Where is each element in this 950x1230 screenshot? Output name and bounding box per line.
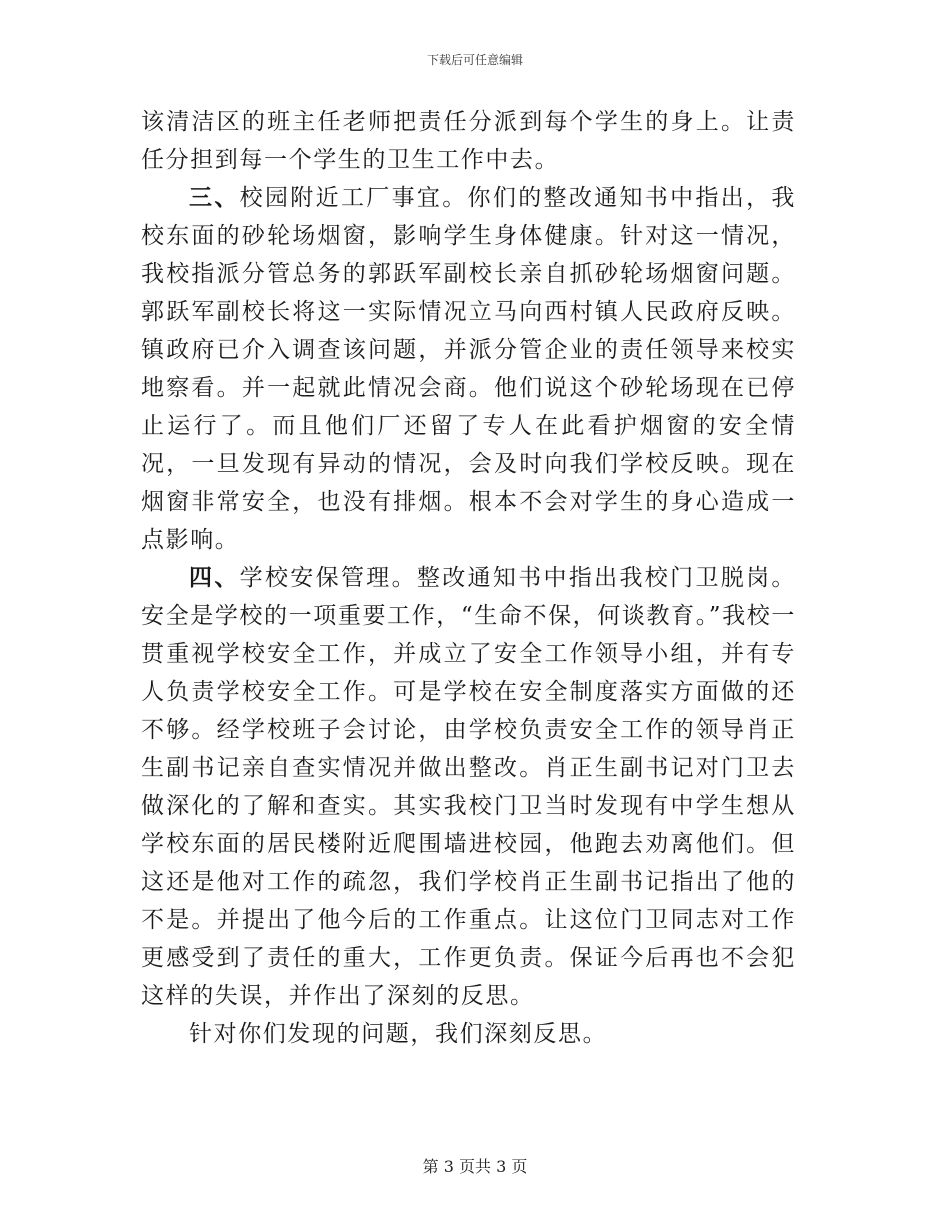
paragraph-text: 校园附近工厂事宜。你们的整改通知书中指出，我校东面的砂轮场烟窗，影响学生身体健康。针对这一情况，我校指派分管总务的郭跃军副校长亲自抓砂轮场烟窗问题。郭跃军副校长将这一实际情况立马向西村镇人民政府反映。镇政府已介入调查该问题，并派分管企业的责任领导来校实地察看。并一起就此情况会商。他们说这个砂轮场现在已停止运行了。而且他们厂还留了专人在此看护烟窗的安全情况，一旦发现有异动的情况，会及时向我们学校反映。现在烟窗非常安全，也没有排烟。根本不会对学生的身心造成一点影响。 bbox=[141, 185, 797, 553]
paragraph-conclusion: 针对你们发现的问题，我们深刻反思。 bbox=[189, 1021, 608, 1047]
paragraph-text: 学校安保管理。整改通知书中指出我校门卫脱岗。安全是学校的一项重要工作，“生命不保，何谈教育。”我校一贯重视学校安全工作，并成立了安全工作领导小组，并有专人负责学校安全工作。可是学校在安全制度落实方面做的还不够。经学校班子会讨论，由学校负责安全工作的领导肖正生副书记亲自查实情况并做出整改。肖正生副书记对门卫去做深化的了解和查实。其实我校门卫当时发现有中学生想从学校东面的居民楼附近爬围墙进校园，他跑去劝离他们。但这还是他对工作的疏忽，我们学校肖正生副书记指出了他的不是。并提出了他今后的工作重点。让这位门卫同志对工作更感受到了责任的重大，工作更负责。保证今后再也不会犯这样的失误，并作出了深刻的反思。 bbox=[141, 565, 797, 1009]
paragraph-factory-matters bbox=[141, 179, 796, 559]
document-body bbox=[141, 103, 796, 1053]
paragraph-continuation: 该清洁区的班主任老师把责任分派到每个学生的身上。让责任分担到每一个学生的卫生工作中去。 bbox=[141, 109, 796, 173]
page-header: 下载后可任意编辑 bbox=[426, 53, 523, 67]
section-number: 四、 bbox=[189, 564, 240, 591]
page-footer: 第 3 页共 3 页 bbox=[422, 1157, 528, 1176]
paragraph-security-management bbox=[141, 559, 796, 1015]
section-number: 三、 bbox=[189, 184, 240, 211]
